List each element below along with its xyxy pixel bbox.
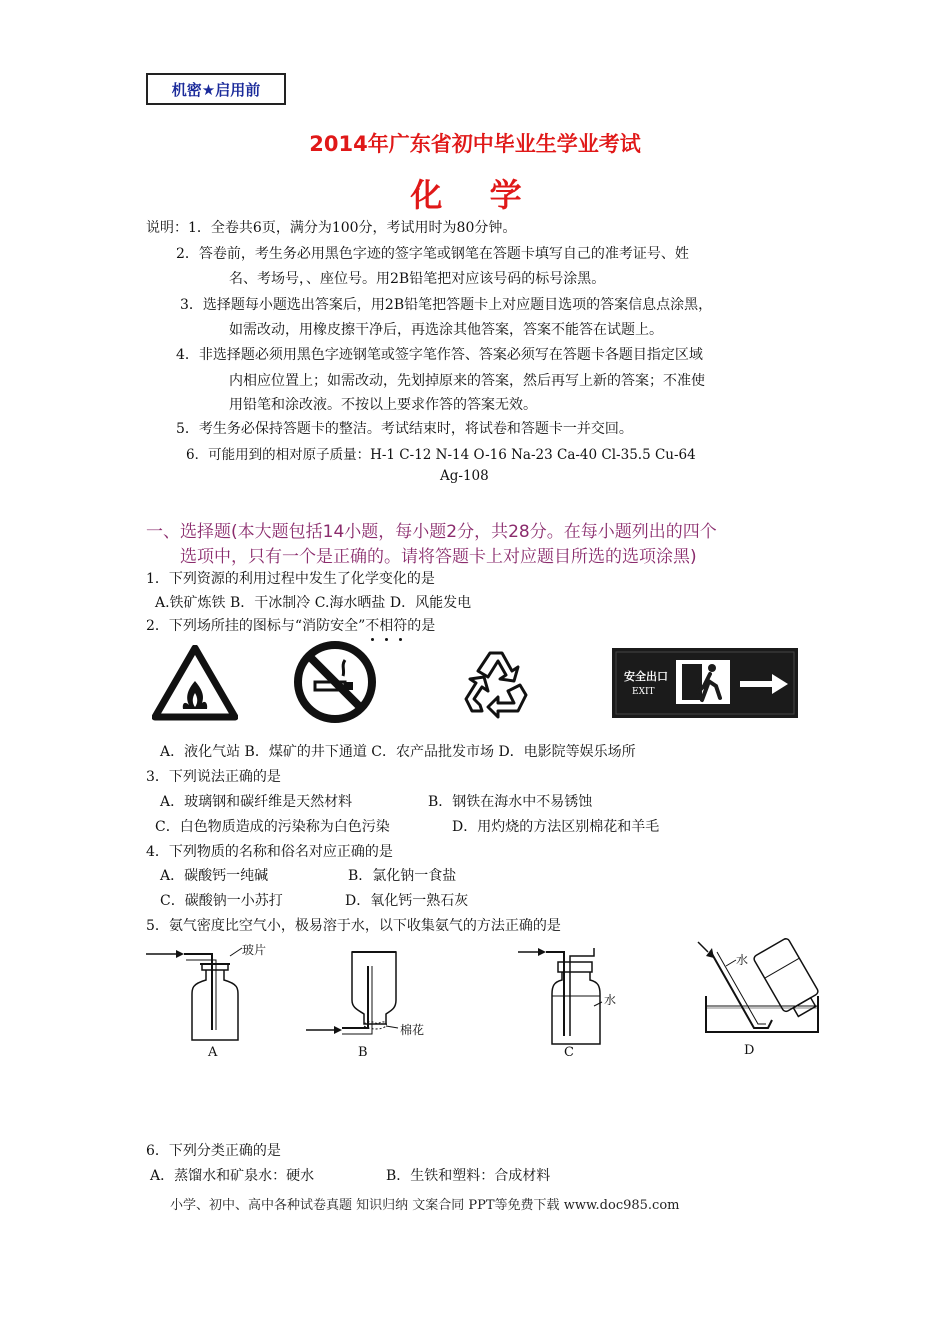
- label-water-d: 水: [736, 953, 749, 967]
- q1-options: A.铁矿炼铁 B．干冰制冷 C.海水晒盐 D．风能发电: [155, 595, 472, 611]
- q2-emph-1: 不: [365, 615, 379, 635]
- q6-stem: 6．下列分类正确的是: [146, 1143, 281, 1159]
- instruction-6-cont: Ag-108: [440, 468, 489, 484]
- instruction-5: 5．考生务必保持答题卡的整洁。考试结束时，将试卷和答题卡一并交回。: [176, 421, 633, 437]
- q2-emph-3: 符: [393, 615, 407, 635]
- q6-option-b: B．生铁和塑料：合成材料: [386, 1168, 551, 1184]
- q4-option-d: D．氧化钙一熟石灰: [345, 893, 469, 909]
- q3-option-c: C．白色物质造成的污染称为白色污染: [155, 819, 390, 835]
- emergency-exit-sign-icon: [612, 648, 798, 718]
- exam-title: 2014年广东省初中毕业生学业考试: [309, 132, 641, 156]
- flammable-warning-icon: [152, 645, 238, 721]
- section-heading-line2: 选项中，只有一个是正确的。请将答题卡上对应题目所选的选项涂黑): [180, 547, 697, 567]
- label-a: A: [208, 1045, 218, 1060]
- exit-sign-text: 安全出口: [624, 670, 668, 683]
- apparatus-b-diagram: [306, 940, 446, 1060]
- instruction-1: 说明：1．全卷共6页，满分为100分，考试用时为80分钟。: [146, 220, 517, 236]
- q4-option-c: C．碳酸钠一小苏打: [160, 893, 283, 909]
- instruction-3a: 3．选择题每小题选出答案后，用2B铅笔把答题卡上对应题目选项的答案信息点涂黑，: [180, 297, 713, 313]
- page-footer: 小学、初中、高中各种试卷真题 知识归纳 文案合同 PPT等免费下载 www.doc985.com: [170, 1198, 680, 1213]
- label-cotton: 棉花: [400, 1023, 425, 1037]
- confidential-badge: 机密★启用前: [146, 73, 286, 105]
- label-c: C: [564, 1045, 574, 1060]
- q2-options: A．液化气站 B．煤矿的井下通道 C．农产品批发市场 D．电影院等娱乐场所: [160, 744, 636, 760]
- q4-option-a: A．碳酸钙一纯碱: [160, 868, 269, 884]
- instruction-4a: 4．非选择题必须用黑色字迹钢笔或签字笔作答、答案必须写在答题卡各题目指定区域: [176, 347, 703, 363]
- label-water-c: 水: [604, 993, 617, 1007]
- q5-stem: 5．氨气密度比空气小，极易溶于水，以下收集氨气的方法正确的是: [146, 918, 561, 934]
- q2-stem-post: 的是: [407, 618, 436, 634]
- apparatus-d-diagram: [690, 936, 830, 1060]
- instruction-6: 6．可能用到的相对原子质量：H-1 C-12 N-14 O-16 Na-23 Ca-40 Cl-35.5 Cu-64: [186, 447, 696, 463]
- q3-stem: 3．下列说法正确的是: [146, 769, 281, 785]
- q4-stem: 4．下列物质的名称和俗名对应正确的是: [146, 844, 393, 860]
- no-smoking-icon: [293, 640, 377, 724]
- q3-option-b: B．钢铁在海水中不易锈蚀: [428, 794, 593, 810]
- q4-option-b: B．氯化钠一食盐: [348, 868, 457, 884]
- instruction-3b: 如需改动，用橡皮擦干净后，再选涂其他答案，答案不能答在试题上。: [229, 322, 663, 338]
- apparatus-a-diagram: [146, 940, 286, 1060]
- label-b: B: [358, 1045, 368, 1060]
- q3-option-a: A．玻璃钢和碳纤维是天然材料: [160, 794, 353, 810]
- instruction-4c: 用铅笔和涂改液。不按以上要求作答的答案无效。: [229, 397, 537, 413]
- instruction-2b: 名、考场号，、座位号。用2B铅笔把对应该号码的标号涂黑。: [229, 271, 606, 287]
- instruction-2a: 2．答卷前，考生务必用黑色字迹的签字笔或钢笔在答题卡填写自己的准考证号、姓: [176, 246, 689, 262]
- section-heading-line1: 一、选择题(本大题包括14小题，每小题2分，共28分。在每小题列出的四个: [146, 522, 717, 542]
- q2-stem: [146, 615, 435, 635]
- subject-title: 化 学: [410, 176, 540, 214]
- label-d: D: [744, 1043, 755, 1058]
- apparatus-c-diagram: [518, 940, 638, 1060]
- q3-option-d: D．用灼烧的方法区别棉花和羊毛: [452, 819, 660, 835]
- label-glass-plate: 玻片: [242, 943, 267, 957]
- exit-sign-english: EXIT: [632, 687, 655, 697]
- instruction-4b: 内相应位置上；如需改动，先划掉原来的答案，然后再写上新的答案；不准使: [229, 373, 705, 389]
- q1-stem: 1．下列资源的利用过程中发生了化学变化的是: [146, 571, 435, 587]
- q2-emph-2: 相: [379, 615, 393, 635]
- q6-option-a: A．蒸馏水和矿泉水：硬水: [150, 1168, 315, 1184]
- recycle-icon: [458, 645, 542, 721]
- q2-stem-pre: 2．下列场所挂的图标与“消防安全”: [146, 618, 366, 634]
